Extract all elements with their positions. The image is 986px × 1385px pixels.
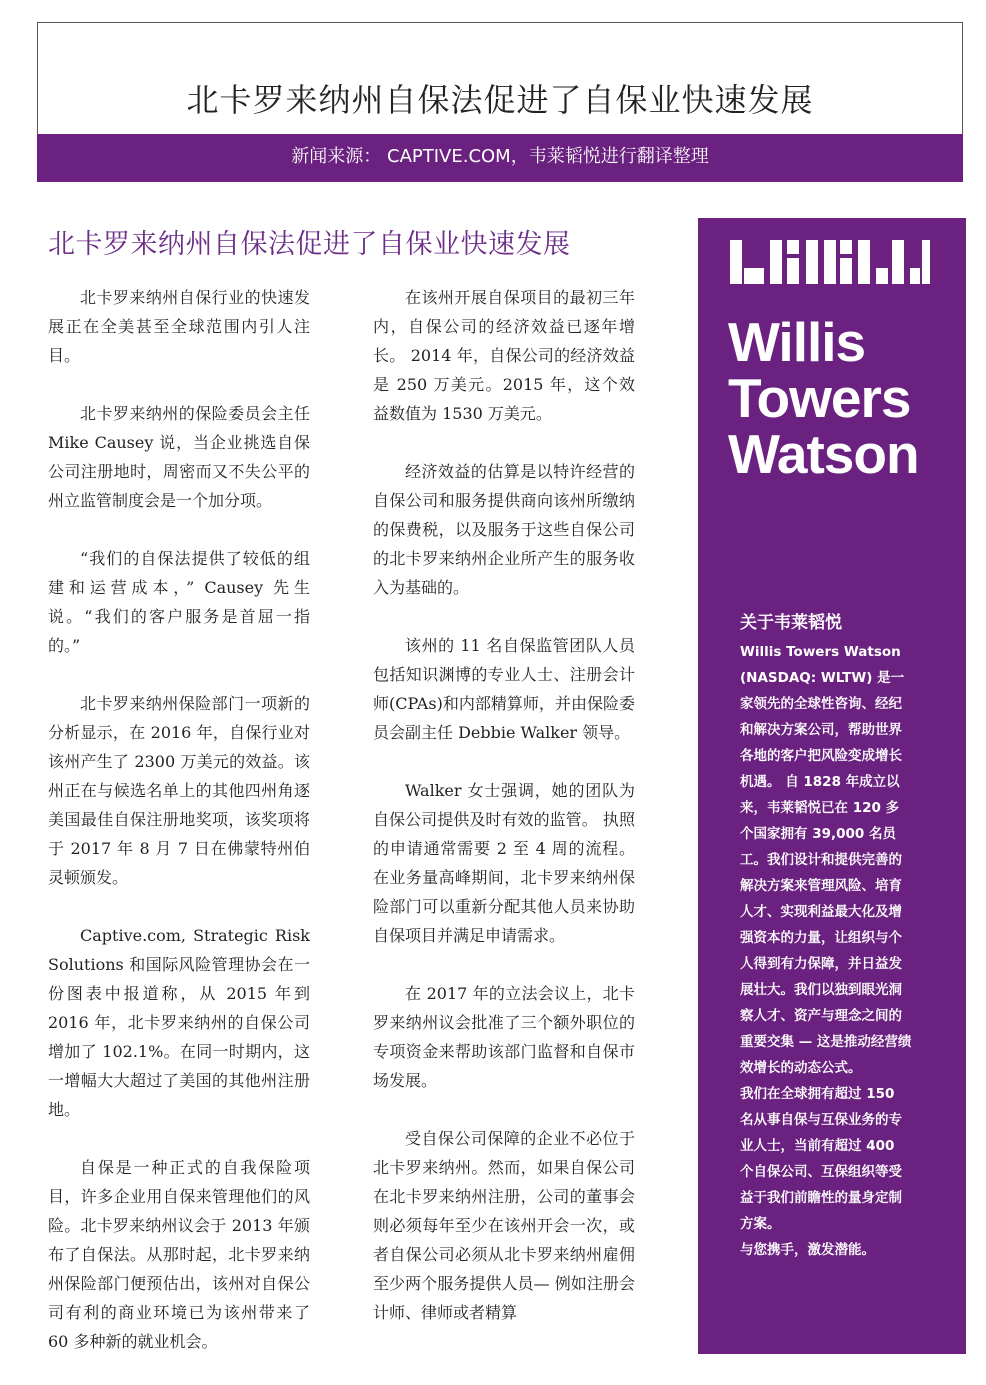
logo-line: Towers [728,367,911,429]
paragraph: Walker 女士强调，她的团队为自保公司提供及时有效的监管。 执照的申请通常需要 2 至 4 周的流程。在业务量高峰期间，北卡罗来纳州保险部门可以重新分配其他人员来协助自保项目并满足申请需求。 [373,781,635,945]
paragraph: “我们的自保法提供了较低的组建和运营成本，” Causey 先生说。“我们的客户服务是首屈一指的。” [48,549,310,655]
logo-line: Willis [728,311,866,373]
paragraph: 在 2017 年的立法会议上，北卡罗来纳州议会批准了三个额外职位的专项资金来帮助该部门监督和自保市场发展。 [373,984,635,1090]
paragraph: 受自保公司保障的企业不必位于北卡罗来纳州。然而，如果自保公司在北卡罗来纳州注册，公司的董事会则必须每年至少在该州开会一次，或者自保公司必须从北卡罗来纳州雇佣至少两个服务提供人员— 例如注册会计师、律师或者精算 [373,1129,635,1322]
news-source-bar: 新闻来源： CAPTIVE.COM，韦莱韬悦进行翻译整理 [37,134,963,182]
article-column-left [48,283,310,1385]
article-column-middle [373,283,635,1356]
article-title: 北卡罗来纳州自保法促进了自保业快速发展 [48,229,571,260]
about-paragraph: Willis Towers Watson (NASDAQ: WLTW) 是一家领先的全球性咨询、经纪和解决方案公司，帮助世界各地的客户把风险变成增长机遇。 自 1828 年成立以来，韦莱韬悦已在 120 多个国家拥有 39,000 名员工。我们设计和提供完善的解决方案来管理风险、培育人才、实现利益最大化及增强资本的力量，让组织与个人得到有力保障，并日益发展壮大。我们以独到眼光洞察人才、资产与理念之间的重要交集 — 这是推动经营绩效增长的动态公式。 [740,644,912,1076]
about-paragraph: 我们在全球拥有超过 150 名从事自保与互保业务的专业人士，当前有超过 400 个自保公司、互保组织等受益于我们前瞻性的量身定制方案。 [740,1086,902,1232]
logo-line: Watson [728,423,919,485]
about-section [740,608,912,1263]
about-title: 关于韦莱韬悦 [740,613,842,633]
about-paragraph: 与您携手，激发潜能。 [740,1242,875,1258]
paragraph: 北卡罗来纳州保险部门一项新的分析显示，在 2016 年，自保行业对该州产生了 2300 万美元的效益。该州正在与候选名单上的其他四州角逐美国最佳自保注册地奖项，该奖项将于 2017 年 8 月 7 日在佛蒙特州伯灵顿颁发。 [48,694,310,887]
header-title: 北卡罗来纳州自保法促进了自保业快速发展 [186,81,814,119]
paragraph: 在该州开展自保项目的最初三年内，自保公司的经济效益已逐年增长。 2014 年，自保公司的经济效益是 250 万美元。2015 年，这个效益数值为 1530 万美元。 [373,288,635,423]
paragraph: 自保是一种正式的自我保险项目，许多企业用自保来管理他们的风险。北卡罗来纳州议会于 2013 年颁布了自保法。从那时起，北卡罗来纳州保险部门便预估出，该州对自保公司有利的商业环境已为该州带来了 60 多种新的就业机会。 [48,1158,310,1351]
paragraph: 经济效益的估算是以特许经营的自保公司和服务提供商向该州所缴纳的保费税，以及服务于这些自保公司的北卡罗来纳州企业所产生的服务收入为基础的。 [373,462,635,597]
paragraph: 北卡罗来纳州自保行业的快速发展正在全美甚至全球范围内引人注目。 [48,288,310,365]
willis-towers-watson-logo-icon [730,240,930,284]
about-body [740,639,912,1263]
company-sidebar [698,218,966,1354]
company-logo-wordmark [728,311,919,485]
paragraph: 北卡罗来纳州的保险委员会主任 Mike Causey 说，当企业挑选自保公司注册地时，周密而又不失公平的州立监管制度会是一个加分项。 [48,404,310,510]
header-box [37,22,963,182]
paragraph: Captive.com, Strategic Risk Solutions 和国际风险管理协会在一份图表中报道称，从 2015 年到 2016 年，北卡罗来纳州的自保公司增加了 102.1%。在同一时期内，这一增幅大大超过了美国的其他州注册地。 [48,926,310,1119]
paragraph: 该州的 11 名自保监管团队人员包括知识渊博的专业人士、注册会计师(CPAs)和内部精算师，并由保险委员会副主任 Debbie Walker 领导。 [373,636,635,742]
